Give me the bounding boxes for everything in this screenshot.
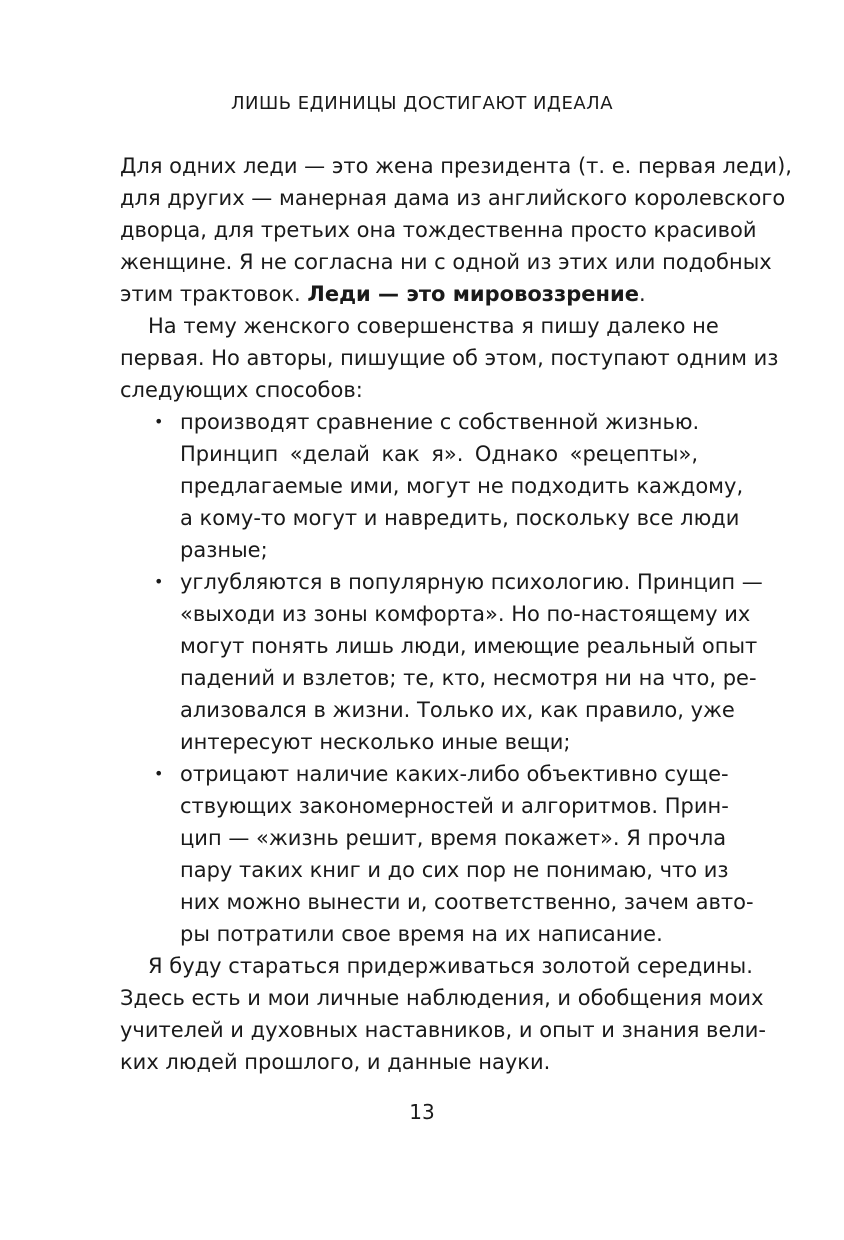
text-line: Принцип «делай как я». Однако «рецепты», (180, 442, 698, 466)
text-line: а кому-то могут и навредить, поскольку все люди (180, 506, 740, 530)
page-number: 13 (409, 1100, 435, 1124)
text-run: углубляются в популярную психологию. Принцип — (180, 570, 763, 594)
running-header: ЛИШЬ ЕДИНИЦЫ ДОСТИГАЮТ ИДЕАЛА (230, 93, 614, 114)
text-line: следующих способов: (120, 378, 363, 402)
text-line (120, 406, 698, 438)
bullet-icon: • (154, 412, 164, 431)
text-line: для других — манерная дама из английского королевского (120, 186, 786, 210)
text-run: отрицают наличие каких-либо объективно суще- (180, 762, 729, 786)
text-line: учителей и духовных наставников, и опыт и знания вели- (120, 1018, 767, 1042)
text-line: дворца, для третьих она тождественна просто красивой (120, 218, 757, 242)
text-line: «выходи из зоны комфорта». Но по-настоящему их (180, 602, 751, 626)
text-line: На тему женского совершенства я пишу далеко не (148, 314, 719, 338)
text-line: ствующих закономерностей и алгоритмов. Прин- (180, 794, 729, 818)
bullet-icon: • (154, 572, 164, 591)
text-line: ких людей прошлого, и данные науки. (120, 1050, 551, 1074)
text-line: Здесь есть и мои личные наблюдения, и обобщения моих (120, 986, 764, 1010)
text-line: них можно вынести и, соответственно, зачем авто- (180, 890, 754, 914)
text-line: ры потратили свое время на их написание. (180, 922, 663, 946)
text-line (120, 278, 698, 310)
paragraph (120, 950, 767, 1078)
text-line: Я буду стараться придерживаться золотой середины. (148, 954, 753, 978)
text-line: падений и взлетов; те, кто, несмотря ни на что, ре- (180, 666, 757, 690)
body-text (120, 150, 792, 1078)
paragraph (120, 150, 792, 310)
text-run: . (638, 282, 646, 306)
text-line: первая. Но авторы, пишущие об этом, поступают одним из (120, 346, 779, 370)
text-line: женщине. Я не согласна ни с одной из этих или подобных (120, 250, 772, 274)
list-item (120, 566, 763, 758)
text-line: ализовался в жизни. Только их, как правило, уже (180, 698, 735, 722)
list-item (120, 758, 754, 950)
text-run: производят сравнение с собственной жизнью. (180, 410, 700, 434)
text-line (120, 758, 729, 790)
text-line: могут понять лишь люди, имеющие реальный опыт (180, 634, 758, 658)
text-run: этим трактовок. (120, 282, 308, 306)
text-line: Для одних леди — это жена президента (т. е. первая леди), (120, 154, 792, 178)
bullet-icon: • (154, 764, 164, 783)
bold-emphasis: Леди — это мировоззрение (307, 282, 639, 306)
text-line: пару таких книг и до сих пор не понимаю, что из (180, 858, 729, 882)
text-line: цип — «жизнь решит, время покажет». Я прочла (180, 826, 727, 850)
list-item (120, 406, 744, 566)
text-line: разные; (180, 538, 268, 562)
bullet-list (120, 406, 763, 950)
text-line (120, 566, 763, 598)
paragraph (120, 310, 779, 406)
text-line: предлагаемые ими, могут не подходить каждому, (180, 474, 744, 498)
text-line: интересуют несколько иные вещи; (180, 730, 571, 754)
